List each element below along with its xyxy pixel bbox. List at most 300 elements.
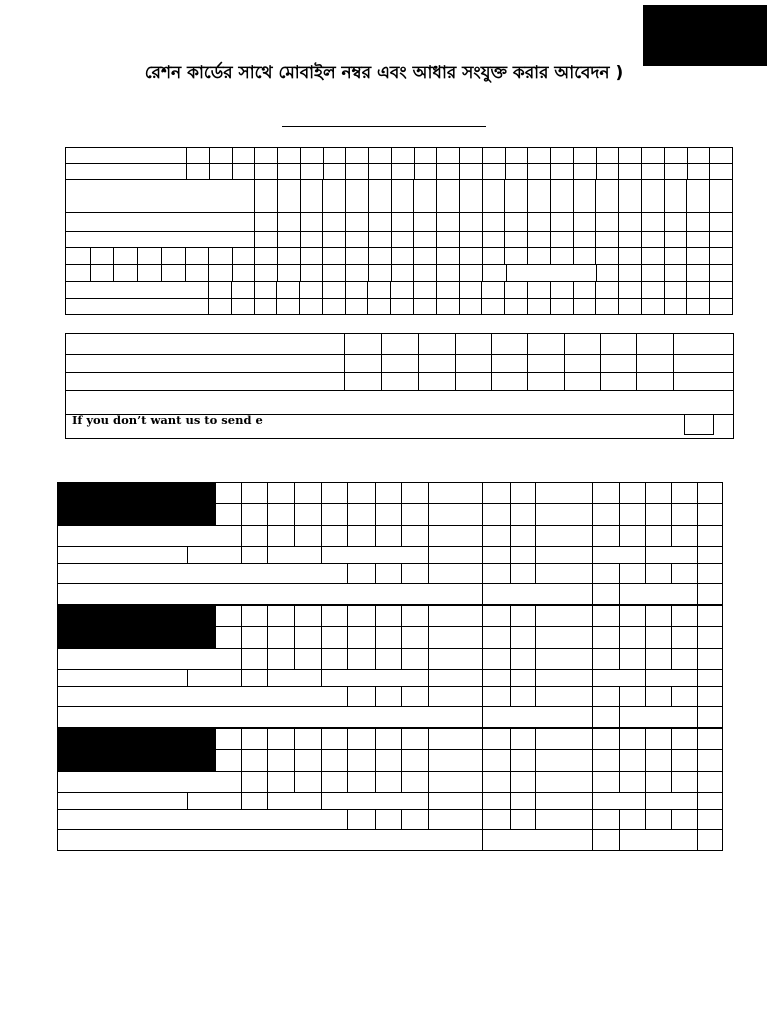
form-cell[interactable] — [527, 298, 551, 315]
form-cell[interactable] — [645, 503, 672, 526]
form-cell[interactable] — [208, 298, 232, 315]
form-cell[interactable] — [687, 163, 710, 180]
form-cell[interactable] — [215, 728, 242, 750]
form-cell[interactable] — [671, 771, 698, 793]
form-cell[interactable] — [277, 147, 301, 164]
form-cell[interactable] — [636, 333, 674, 355]
form-cell[interactable] — [641, 163, 665, 180]
form-cell[interactable] — [428, 686, 483, 707]
form-cell[interactable] — [535, 648, 593, 670]
form-cell[interactable] — [267, 792, 322, 810]
form-cell[interactable] — [686, 264, 710, 282]
form-cell[interactable] — [57, 669, 188, 687]
form-cell[interactable] — [573, 163, 597, 180]
form-cell[interactable] — [535, 605, 593, 627]
form-cell[interactable] — [510, 648, 536, 670]
form-cell[interactable] — [535, 728, 593, 750]
form-cell[interactable] — [482, 648, 511, 670]
form-cell[interactable] — [636, 354, 674, 373]
form-cell[interactable] — [367, 281, 391, 299]
form-cell[interactable] — [436, 264, 460, 282]
form-cell[interactable] — [254, 264, 278, 282]
form-cell[interactable] — [697, 525, 723, 547]
form-cell[interactable] — [573, 247, 596, 265]
form-cell[interactable] — [401, 503, 429, 526]
form-cell[interactable] — [345, 212, 369, 232]
form-cell[interactable] — [241, 771, 268, 793]
form-cell[interactable] — [618, 281, 642, 299]
form-cell[interactable] — [600, 354, 637, 373]
form-cell[interactable] — [636, 372, 674, 391]
form-cell[interactable] — [686, 298, 710, 315]
form-cell[interactable] — [641, 247, 665, 265]
form-cell[interactable] — [592, 648, 620, 670]
form-cell[interactable] — [381, 333, 419, 355]
form-cell[interactable] — [375, 525, 402, 547]
form-cell[interactable] — [368, 163, 392, 180]
form-cell[interactable] — [267, 482, 295, 504]
form-cell[interactable] — [645, 749, 672, 772]
form-cell[interactable] — [347, 728, 376, 750]
form-cell[interactable] — [413, 231, 437, 248]
form-cell[interactable] — [436, 298, 460, 315]
form-cell[interactable] — [592, 669, 646, 687]
form-cell[interactable] — [645, 525, 672, 547]
form-cell[interactable] — [345, 281, 368, 299]
form-cell[interactable] — [595, 298, 619, 315]
form-cell[interactable] — [345, 147, 369, 164]
form-cell[interactable] — [277, 212, 301, 232]
form-cell[interactable] — [215, 503, 242, 526]
form-cell[interactable] — [241, 626, 268, 649]
form-cell[interactable] — [294, 771, 322, 793]
form-cell[interactable] — [375, 482, 402, 504]
form-cell[interactable] — [300, 247, 323, 265]
form-cell[interactable] — [57, 809, 348, 830]
form-cell[interactable] — [428, 563, 483, 584]
form-cell[interactable] — [322, 247, 346, 265]
form-cell[interactable] — [619, 626, 646, 649]
form-cell[interactable] — [375, 728, 402, 750]
form-cell[interactable] — [709, 298, 733, 315]
form-cell[interactable] — [276, 281, 300, 299]
form-cell[interactable] — [254, 247, 278, 265]
form-cell[interactable] — [535, 482, 593, 504]
form-cell[interactable] — [595, 281, 619, 299]
form-cell[interactable] — [592, 626, 620, 649]
form-cell[interactable] — [57, 771, 242, 793]
form-cell[interactable] — [65, 179, 255, 213]
form-cell[interactable] — [428, 809, 483, 830]
form-cell[interactable] — [185, 264, 209, 282]
form-cell[interactable] — [527, 372, 565, 391]
form-cell[interactable] — [300, 264, 323, 282]
form-cell[interactable] — [254, 281, 277, 299]
form-cell[interactable] — [535, 792, 593, 810]
form-cell[interactable] — [664, 147, 688, 164]
form-cell[interactable] — [57, 525, 242, 547]
form-cell[interactable] — [241, 749, 268, 772]
form-cell[interactable] — [391, 147, 415, 164]
form-cell[interactable] — [267, 525, 295, 547]
form-cell[interactable] — [401, 749, 429, 772]
form-cell[interactable] — [187, 546, 242, 564]
form-cell[interactable] — [347, 749, 376, 772]
form-cell[interactable] — [276, 298, 300, 315]
form-cell[interactable] — [208, 281, 232, 299]
form-cell[interactable] — [428, 749, 483, 772]
form-cell[interactable] — [592, 583, 620, 605]
form-cell[interactable] — [241, 792, 268, 810]
form-cell[interactable] — [368, 179, 392, 213]
form-cell[interactable] — [535, 669, 593, 687]
form-cell[interactable] — [267, 546, 322, 564]
form-cell[interactable] — [436, 179, 460, 213]
form-cell[interactable] — [573, 179, 596, 213]
form-cell[interactable] — [375, 771, 402, 793]
form-cell[interactable] — [645, 648, 672, 670]
form-cell[interactable] — [277, 163, 301, 180]
form-cell[interactable] — [596, 163, 619, 180]
form-cell[interactable] — [267, 728, 295, 750]
form-cell[interactable] — [375, 749, 402, 772]
form-cell[interactable] — [215, 626, 242, 649]
form-cell[interactable] — [436, 231, 460, 248]
form-cell[interactable] — [254, 231, 278, 248]
form-cell[interactable] — [375, 626, 402, 649]
form-cell[interactable] — [527, 163, 551, 180]
form-cell[interactable] — [347, 563, 376, 584]
form-cell[interactable] — [564, 372, 601, 391]
form-cell[interactable] — [65, 247, 91, 265]
form-cell[interactable] — [347, 503, 376, 526]
form-cell[interactable] — [391, 179, 414, 213]
form-cell[interactable] — [510, 749, 536, 772]
form-cell[interactable] — [550, 163, 574, 180]
form-cell[interactable] — [664, 179, 687, 213]
form-cell[interactable] — [367, 298, 391, 315]
form-cell[interactable] — [482, 686, 511, 707]
form-cell[interactable] — [600, 333, 637, 355]
form-cell[interactable] — [65, 231, 255, 248]
form-cell[interactable] — [618, 231, 642, 248]
form-cell[interactable] — [482, 706, 593, 728]
form-cell[interactable] — [595, 212, 619, 232]
form-cell[interactable] — [619, 525, 646, 547]
form-cell[interactable] — [57, 829, 483, 851]
form-cell[interactable] — [527, 354, 565, 373]
form-cell[interactable] — [241, 669, 268, 687]
form-cell[interactable] — [436, 281, 460, 299]
form-cell[interactable] — [645, 563, 672, 584]
form-cell[interactable] — [345, 231, 369, 248]
form-cell[interactable] — [481, 298, 505, 315]
form-cell[interactable] — [645, 482, 672, 504]
form-cell[interactable] — [186, 147, 210, 164]
form-cell[interactable] — [619, 648, 646, 670]
form-cell[interactable] — [482, 247, 505, 265]
form-cell[interactable] — [504, 281, 528, 299]
form-cell[interactable] — [550, 281, 574, 299]
form-cell[interactable] — [187, 792, 242, 810]
form-cell[interactable] — [645, 546, 698, 564]
form-cell[interactable] — [65, 298, 209, 315]
form-cell[interactable] — [267, 648, 295, 670]
form-cell[interactable] — [535, 503, 593, 526]
form-cell[interactable] — [459, 163, 483, 180]
form-cell[interactable] — [527, 212, 551, 232]
email-optout-checkbox[interactable] — [684, 414, 714, 435]
form-cell[interactable] — [641, 231, 665, 248]
form-cell[interactable] — [510, 809, 536, 830]
form-cell[interactable] — [186, 163, 210, 180]
form-cell[interactable] — [697, 605, 723, 627]
form-cell[interactable] — [455, 354, 492, 373]
form-cell[interactable] — [241, 648, 268, 670]
form-cell[interactable] — [641, 212, 665, 232]
form-cell[interactable] — [368, 212, 392, 232]
form-cell[interactable] — [482, 792, 511, 810]
form-cell[interactable] — [57, 706, 483, 728]
form-cell[interactable] — [347, 626, 376, 649]
form-cell[interactable] — [413, 281, 437, 299]
form-cell[interactable] — [321, 728, 348, 750]
form-cell[interactable] — [482, 809, 511, 830]
form-cell[interactable] — [65, 390, 734, 415]
form-cell[interactable] — [391, 212, 414, 232]
form-cell[interactable] — [459, 179, 483, 213]
form-cell[interactable] — [381, 372, 419, 391]
form-cell[interactable] — [344, 372, 382, 391]
form-cell[interactable] — [686, 212, 710, 232]
form-cell[interactable] — [697, 771, 723, 793]
form-cell[interactable] — [506, 264, 597, 282]
form-cell[interactable] — [294, 605, 322, 627]
form-cell[interactable] — [137, 247, 162, 265]
form-cell[interactable] — [322, 264, 346, 282]
form-cell[interactable] — [321, 648, 348, 670]
form-cell[interactable] — [697, 809, 723, 830]
form-cell[interactable] — [671, 503, 698, 526]
form-cell[interactable] — [65, 212, 255, 232]
form-cell[interactable] — [321, 546, 429, 564]
form-cell[interactable] — [161, 264, 186, 282]
form-cell[interactable] — [321, 605, 348, 627]
form-cell[interactable] — [527, 231, 551, 248]
form-cell[interactable] — [428, 503, 483, 526]
form-cell[interactable] — [418, 372, 456, 391]
form-cell[interactable] — [436, 247, 460, 265]
form-cell[interactable] — [299, 281, 323, 299]
form-cell[interactable] — [459, 264, 483, 282]
form-cell[interactable] — [321, 669, 429, 687]
form-cell[interactable] — [709, 281, 733, 299]
form-cell[interactable] — [436, 163, 460, 180]
form-cell[interactable] — [664, 298, 687, 315]
form-cell[interactable] — [57, 583, 483, 605]
form-cell[interactable] — [455, 372, 492, 391]
form-cell[interactable] — [413, 298, 437, 315]
form-cell[interactable] — [664, 247, 687, 265]
form-cell[interactable] — [401, 648, 429, 670]
form-cell[interactable] — [592, 749, 620, 772]
form-cell[interactable] — [535, 809, 593, 830]
form-cell[interactable] — [401, 626, 429, 649]
form-cell[interactable] — [482, 264, 507, 282]
form-cell[interactable] — [482, 231, 505, 248]
form-cell[interactable] — [592, 525, 620, 547]
form-cell[interactable] — [375, 648, 402, 670]
form-cell[interactable] — [241, 525, 268, 547]
form-cell[interactable] — [300, 147, 324, 164]
form-cell[interactable] — [573, 281, 596, 299]
form-cell[interactable] — [697, 626, 723, 649]
form-cell[interactable] — [664, 163, 688, 180]
form-cell[interactable] — [510, 686, 536, 707]
form-cell[interactable] — [592, 482, 620, 504]
form-cell[interactable] — [573, 212, 596, 232]
form-cell[interactable] — [65, 281, 209, 299]
form-cell[interactable] — [697, 686, 723, 707]
form-cell[interactable] — [664, 264, 687, 282]
form-cell[interactable] — [347, 686, 376, 707]
form-cell[interactable] — [709, 212, 733, 232]
form-cell[interactable] — [527, 179, 551, 213]
form-cell[interactable] — [510, 669, 536, 687]
form-cell[interactable] — [482, 147, 506, 164]
form-cell[interactable] — [573, 298, 596, 315]
form-cell[interactable] — [413, 264, 437, 282]
form-cell[interactable] — [482, 563, 511, 584]
form-cell[interactable] — [345, 264, 369, 282]
form-cell[interactable] — [697, 583, 723, 605]
form-cell[interactable] — [618, 212, 642, 232]
form-cell[interactable] — [428, 482, 483, 504]
form-cell[interactable] — [322, 231, 346, 248]
form-cell[interactable] — [504, 179, 528, 213]
form-cell[interactable] — [323, 163, 346, 180]
form-cell[interactable] — [641, 281, 665, 299]
form-cell[interactable] — [345, 298, 368, 315]
form-cell[interactable] — [671, 749, 698, 772]
form-cell[interactable] — [368, 231, 392, 248]
form-cell[interactable] — [510, 482, 536, 504]
form-cell[interactable] — [267, 771, 295, 793]
form-cell[interactable] — [294, 626, 322, 649]
form-cell[interactable] — [241, 728, 268, 750]
form-cell[interactable] — [90, 264, 114, 282]
form-cell[interactable] — [57, 686, 348, 707]
form-cell[interactable] — [215, 482, 242, 504]
form-cell[interactable] — [618, 298, 642, 315]
form-cell[interactable] — [619, 605, 646, 627]
form-cell[interactable] — [482, 179, 505, 213]
form-cell[interactable] — [113, 264, 138, 282]
form-cell[interactable] — [686, 281, 710, 299]
form-cell[interactable] — [709, 231, 733, 248]
form-cell[interactable] — [368, 147, 392, 164]
form-cell[interactable] — [619, 563, 646, 584]
form-cell[interactable] — [697, 546, 723, 564]
form-cell[interactable] — [592, 728, 620, 750]
form-cell[interactable] — [57, 546, 188, 564]
form-cell[interactable] — [671, 728, 698, 750]
form-cell[interactable] — [428, 728, 483, 750]
form-cell[interactable] — [381, 354, 419, 373]
form-cell[interactable] — [595, 247, 619, 265]
form-cell[interactable] — [596, 147, 619, 164]
form-cell[interactable] — [413, 247, 437, 265]
form-cell[interactable] — [671, 648, 698, 670]
form-cell[interactable] — [459, 212, 483, 232]
form-cell[interactable] — [241, 482, 268, 504]
form-cell[interactable] — [482, 583, 593, 605]
form-cell[interactable] — [254, 147, 278, 164]
form-cell[interactable] — [428, 648, 483, 670]
form-cell[interactable] — [510, 728, 536, 750]
form-cell[interactable] — [459, 247, 483, 265]
form-cell[interactable] — [592, 771, 620, 793]
form-cell[interactable] — [482, 525, 511, 547]
form-cell[interactable] — [345, 247, 369, 265]
form-cell[interactable] — [550, 147, 574, 164]
form-cell[interactable] — [232, 264, 255, 282]
form-cell[interactable] — [459, 298, 482, 315]
form-cell[interactable] — [671, 626, 698, 649]
form-cell[interactable] — [619, 829, 698, 851]
form-cell[interactable] — [459, 147, 483, 164]
form-cell[interactable] — [592, 829, 620, 851]
form-cell[interactable] — [375, 503, 402, 526]
form-cell[interactable] — [322, 212, 346, 232]
form-cell[interactable] — [535, 626, 593, 649]
form-cell[interactable] — [686, 247, 710, 265]
form-cell[interactable] — [592, 809, 620, 830]
form-cell[interactable] — [482, 605, 511, 627]
form-cell[interactable] — [535, 749, 593, 772]
form-cell[interactable] — [428, 525, 483, 547]
form-cell[interactable] — [504, 298, 528, 315]
form-cell[interactable] — [619, 809, 646, 830]
form-cell[interactable] — [436, 212, 460, 232]
form-cell[interactable] — [595, 231, 619, 248]
form-cell[interactable] — [645, 771, 672, 793]
form-cell[interactable] — [671, 563, 698, 584]
form-cell[interactable] — [535, 563, 593, 584]
form-cell[interactable] — [321, 525, 348, 547]
form-cell[interactable] — [510, 546, 536, 564]
form-cell[interactable] — [482, 771, 511, 793]
form-cell[interactable] — [673, 354, 734, 373]
form-cell[interactable] — [215, 605, 242, 627]
form-cell[interactable] — [596, 264, 619, 282]
form-cell[interactable] — [618, 264, 642, 282]
form-cell[interactable] — [254, 179, 278, 213]
form-cell[interactable] — [414, 163, 437, 180]
form-cell[interactable] — [232, 147, 255, 164]
form-cell[interactable] — [368, 264, 392, 282]
form-cell[interactable] — [344, 354, 382, 373]
form-cell[interactable] — [347, 809, 376, 830]
form-cell[interactable] — [618, 163, 642, 180]
form-cell[interactable] — [345, 179, 369, 213]
form-cell[interactable] — [673, 333, 734, 355]
form-cell[interactable] — [428, 792, 483, 810]
form-cell[interactable] — [401, 482, 429, 504]
form-cell[interactable] — [232, 247, 255, 265]
form-cell[interactable] — [491, 354, 528, 373]
form-cell[interactable] — [413, 179, 437, 213]
